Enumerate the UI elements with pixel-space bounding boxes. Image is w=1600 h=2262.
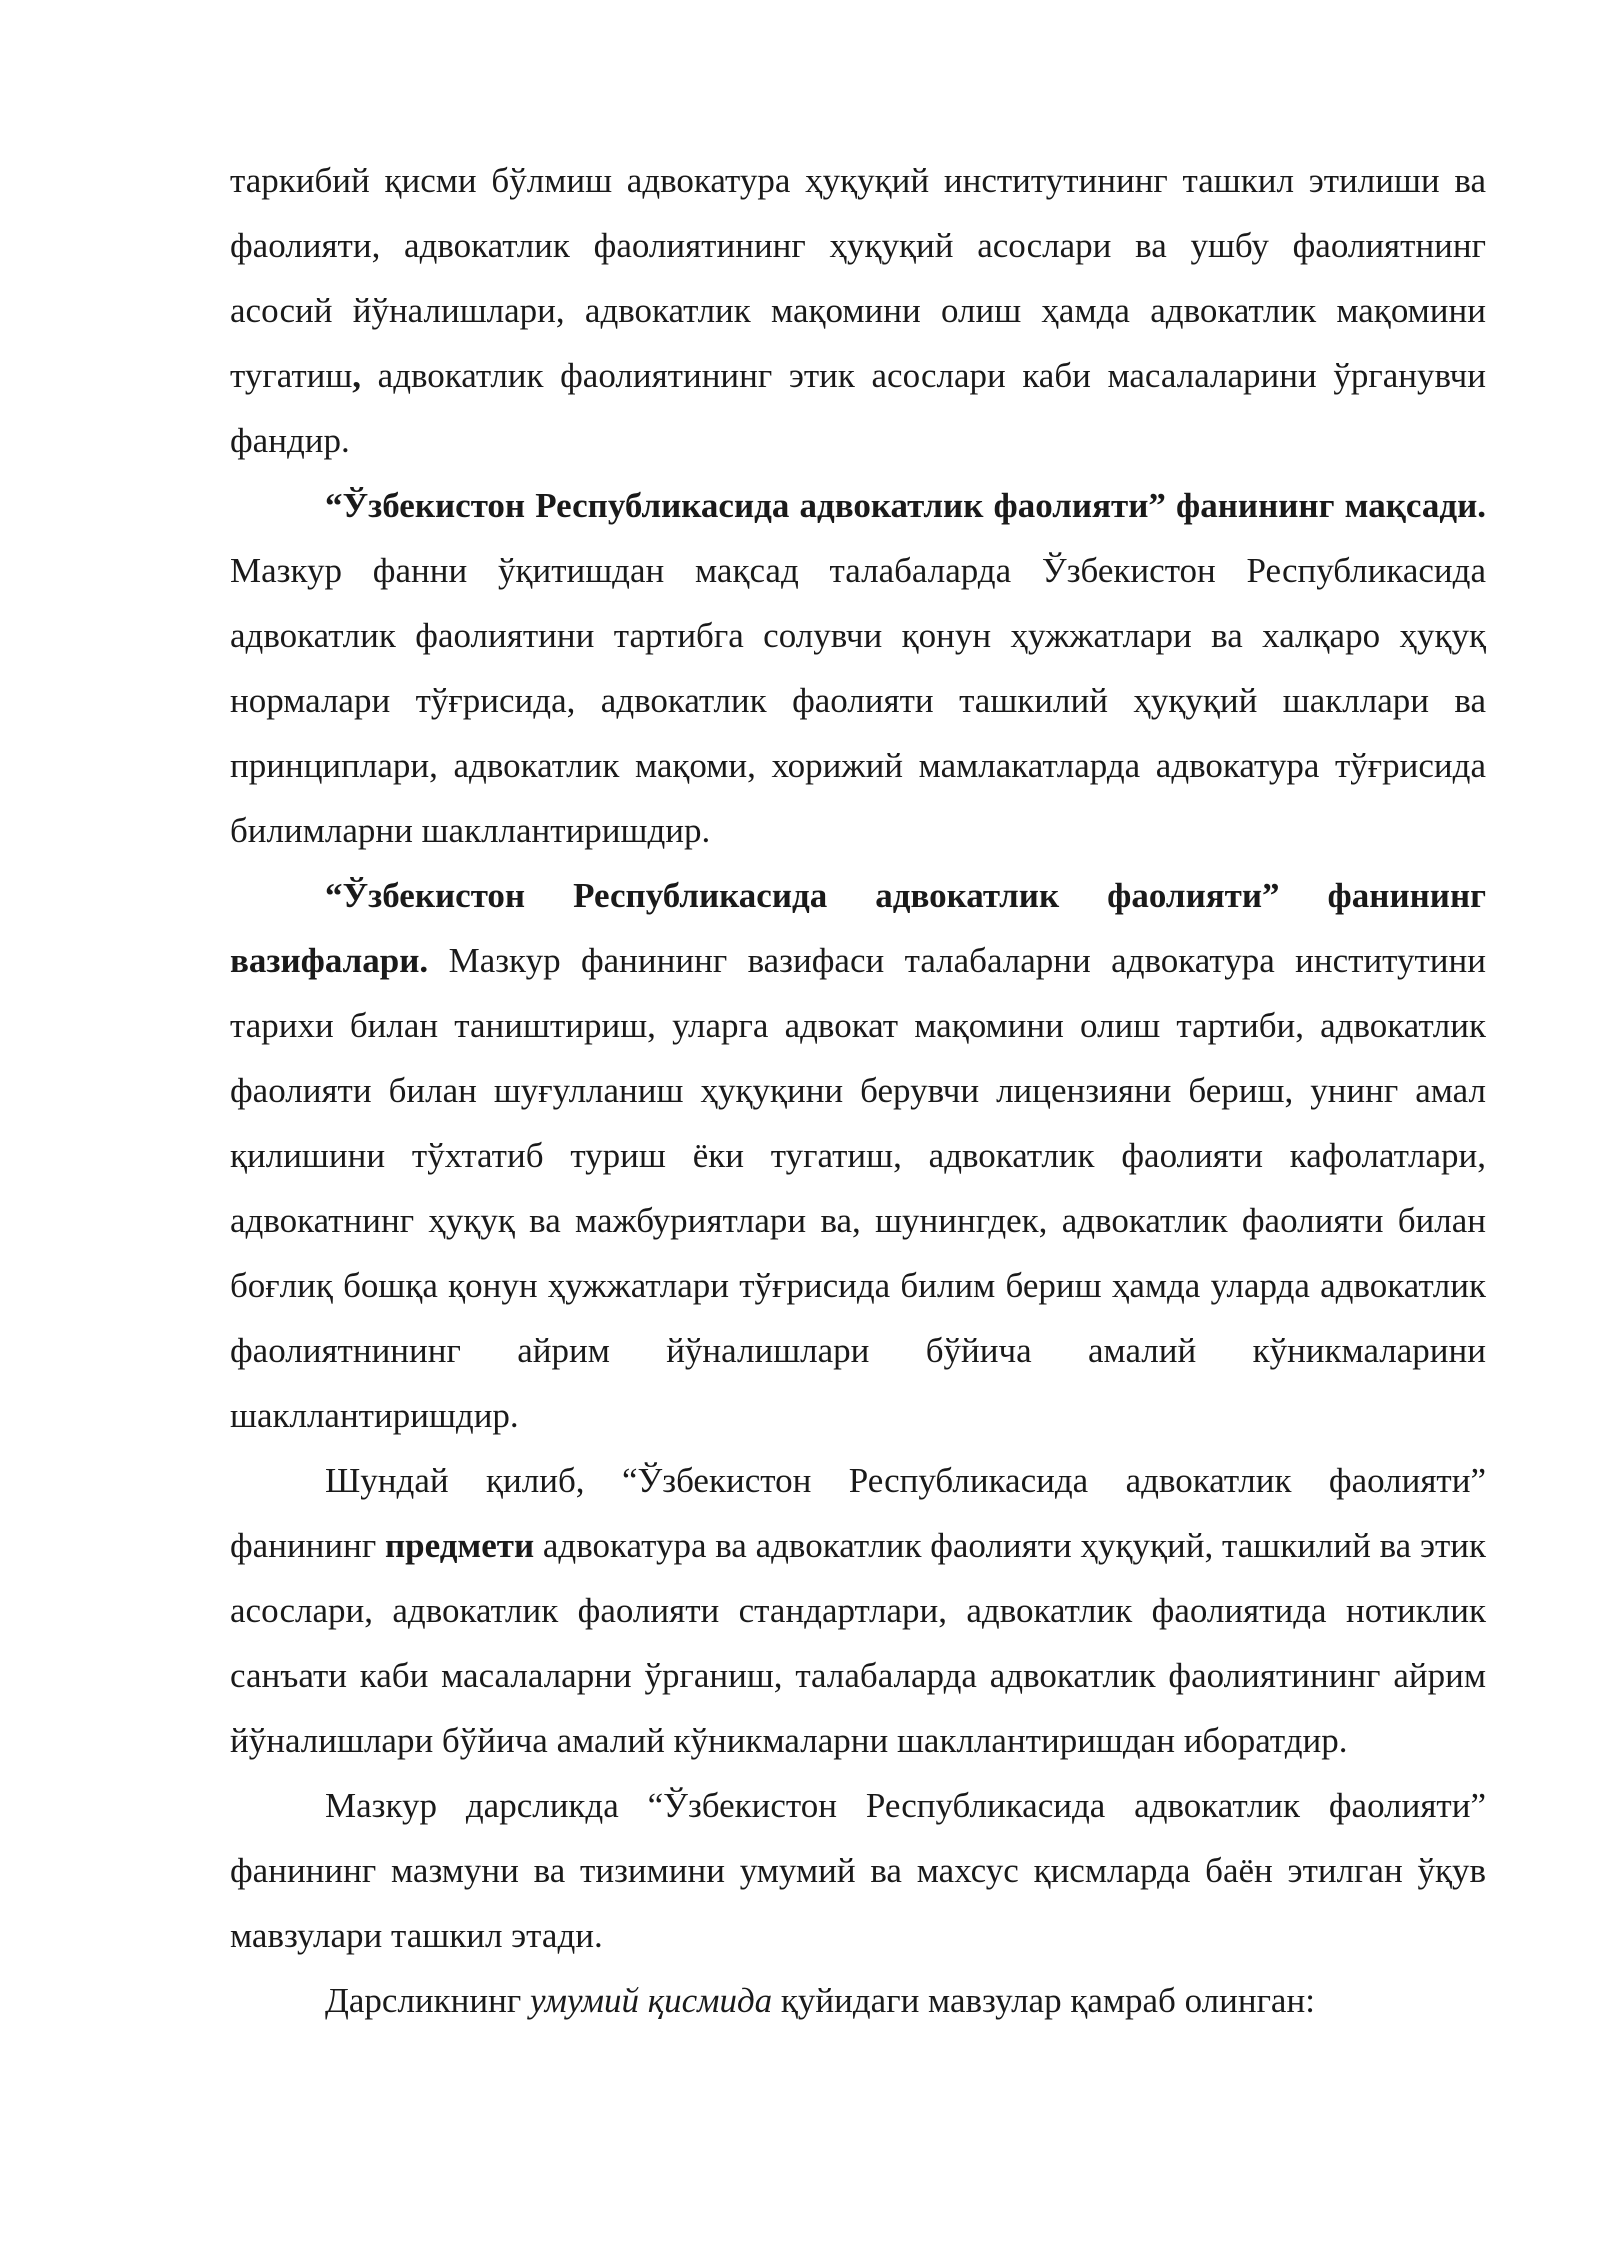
paragraph-general-part-text-end: қуйидаги мавзулар қамраб олинган: (772, 1981, 1315, 2020)
paragraph-subject (230, 1448, 1486, 1773)
paragraph-1-bold-comma: , (352, 356, 362, 395)
paragraph-subject-bold: предмети (384, 1526, 535, 1565)
paragraph-content-text: Мазкур дарсликда “Ўзбекистон Республикасида адвокатлик фаолияти” фанининг мазмуни ва тизимини умумий ва махсус қисмларда баён этилган ўқув мавзулари ташкил этади. (230, 1786, 1486, 1955)
paragraph-subject-text-end: адвокатура ва адвокатлик фаолияти ҳуқуқий, ташкилий ва этик асослари, адвокатлик фаолияти стандартлари, адвокатлик фаолиятида нотиклик санъати каби масалаларни ўрганиш, талабаларда адвокатлик фаолиятининг айрим йўналишлари бўйича амалий кўникмаларни шакллантиришдан иборатдир. (230, 1526, 1487, 1760)
paragraph-goal (230, 473, 1486, 863)
paragraph-subject-text-start: Шундай қилиб, “Ўзбекистон Республикасида адвокатлик фаолияти” фанининг (230, 1461, 1486, 1565)
paragraph-goal-text: Мазкур фанни ўқитишдан мақсад талабаларда Ўзбекистон Республикасида адвокатлик фаолиятини тартибга солувчи қонун ҳужжатлари ва халқаро ҳуқуқ нормалари тўғрисида, адвокатлик фаолияти ташкилий ҳуқуқий шакллари ва принциплари, адвокатлик мақоми, хорижий мамлакатларда адвокатура тўғрисида билимларни шакллантиришдир. (230, 551, 1486, 850)
paragraph-1-text: таркибий қисми бўлмиш адвокатура ҳуқуқий институтининг ташкил этилиши ва фаолияти, адвокатлик фаолиятининг ҳуқуқий асослари ва ушбу фаолиятнинг асосий йўналишлари, адвокатлик мақомини олиш ҳамда адвокатлик мақомини тугатиш (230, 161, 1486, 395)
paragraph-general-part-italic: умумий қисмида (529, 1981, 773, 2020)
paragraph-content (230, 1773, 1486, 1968)
paragraph-1-text-end: адвокатлик фаолиятининг этик асослари каби масалаларини ўрганувчи фандир. (230, 356, 1486, 460)
paragraph-goal-heading: “Ўзбекистон Республикасида адвокатлик фаолияти” фанининг мақсади. (325, 486, 1486, 525)
paragraph-tasks-heading: “Ўзбекистон Республикасида адвокатлик фаолияти” фанининг вазифалари. (230, 876, 1486, 980)
paragraph-tasks-text: Мазкур фанининг вазифаси талабаларни адвокатура институтини тарихи билан таништириш, уларга адвокат мақомини олиш тартиби, адвокатлик фаолияти билан шуғулланиш ҳуқуқини берувчи лицензияни бериш, унинг амал қилишини тўхтатиб туриш ёки тугатиш, адвокатлик фаолияти кафолатлари, адвокатнинг ҳуқуқ ва мажбуриятлари ва, шунингдек, адвокатлик фаолияти билан боғлиқ бошқа қонун ҳужжатлари тўғрисида билим бериш ҳамда уларда адвокатлик фаолиятнининг айрим йўналишлари бўйича амалий кўникмаларини шакллантиришдир. (230, 941, 1486, 1435)
paragraph-general-part (230, 1968, 1486, 2033)
paragraph-tasks (230, 863, 1486, 1448)
document-page (230, 148, 1486, 2033)
paragraph-general-part-text-start: Дарсликнинг (325, 1981, 530, 2020)
paragraph-1 (230, 148, 1486, 473)
